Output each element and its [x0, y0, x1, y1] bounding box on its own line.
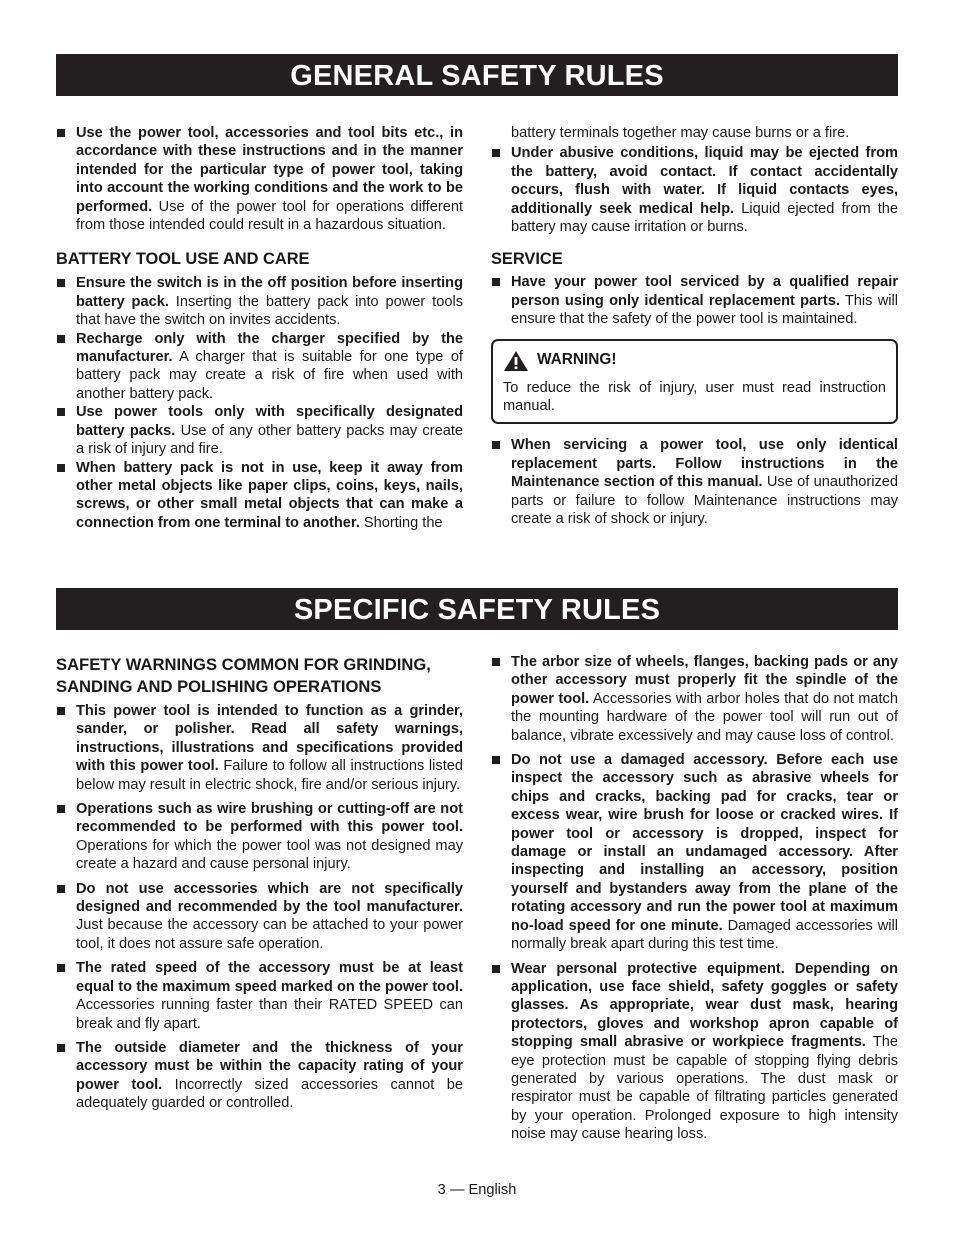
specific-left-column	[56, 654, 463, 1113]
grinding-heading: SAFETY WARNINGS COMMON FOR GRINDING, SANDING AND POLISHING OPERATIONS	[56, 655, 431, 696]
list-item: Under abusive conditions, liquid may be ejected from the battery, avoid contact. If contact accidentally occurs, flush with water. If liquid contacts eyes, additionally seek medical help. Liquid ejected from the battery may cause irritation or burns.	[491, 144, 898, 236]
list-item: The outside diameter and the thickness of your accessory must be within the capacity rating of your power tool. Incorrectly sized accessories cannot be adequately guarded or controlled.	[56, 1039, 463, 1113]
list-item: Do not use a damaged accessory. Before each use inspect the accessory such as abrasive wheels for chips and cracks, backing pad for cracks, tear or excess wear, wire brush for loose or cracked wires. If power tool or accessory is dropped, inspect for damage or install an undamaged accessory. After inspecting and installing an accessory, position yourself and bystanders away from the plane of the rotating accessory and run the power tool at maximum no-load speed for one minute. Damaged accessories will normally break apart during this test time.	[491, 751, 898, 953]
list-item: Wear personal protective equipment. Depending on application, use face shield, safety goggles or safety glasses. As appropriate, wear dust mask, hearing protectors, gloves and workshop apron capable of stopping small abrasive or workpiece fragments. The eye protection must be capable of stopping flying debris generated by various operations. The dust mask or respirator must be capable of filtrating particles generated by your operation. Prolonged exposure to high intensity noise may cause hearing loss.	[491, 960, 898, 1144]
specific-safety-rules-banner: SPECIFIC SAFETY RULES	[56, 588, 898, 630]
specific-right-column	[491, 653, 898, 1144]
list-item: Recharge only with the charger specified by the manufacturer. A charger that is suitable for one type of battery pack may create a risk of fire when used with another battery pack.	[56, 330, 463, 404]
list-item: When battery pack is not in use, keep it away from other metal objects like paper clips, coins, keys, nails, screws, or other small metal objects that can make a connection from one terminal to another. Shorting the	[56, 459, 463, 533]
general-left-column	[56, 124, 463, 532]
warning-triangle-icon	[503, 350, 529, 372]
general-safety-rules-banner: GENERAL SAFETY RULES	[56, 54, 898, 96]
battery-heading: BATTERY TOOL USE AND CARE	[56, 250, 310, 269]
list-item: Have your power tool serviced by a qualified repair person using only identical replacement parts. This will ensure that the safety of the power tool is maintained.	[491, 273, 898, 328]
list-item: Ensure the switch is in the off position before inserting battery pack. Inserting the battery pack into power tools that have the switch on invites accidents.	[56, 274, 463, 329]
list-item: The arbor size of wheels, flanges, backing pads or any other accessory must properly fit the spindle of the power tool. Accessories with arbor holes that do not match the mounting hardware of the power tool will run out of balance, vibrate excessively and may cause loss of control.	[491, 653, 898, 745]
warning-header	[503, 350, 886, 372]
list-item: Use power tools only with specifically designated battery packs. Use of any other battery packs may create a risk of injury and fire.	[56, 403, 463, 458]
continued-text: battery terminals together may cause burns or a fire.	[511, 125, 850, 141]
service-heading: SERVICE	[491, 250, 563, 269]
list-item: Use the power tool, accessories and tool bits etc., in accordance with these instructions and in the manner intended for the particular type of power tool, taking into account the working conditions and the work to be performed. Use of the power tool for operations different from those intended could result in a hazardous situation.	[56, 124, 463, 234]
list-item: Operations such as wire brushing or cutting-off are not recommended to be performed with this power tool. Operations for which the power tool was not designed may create a hazard and cause personal injury.	[56, 800, 463, 874]
warning-box	[491, 339, 898, 425]
list-item: Do not use accessories which are not specifically designed and recommended by the tool manufacturer. Just because the accessory can be attached to your power tool, it does not assure safe operation.	[56, 880, 463, 954]
page-footer: 3 — English	[437, 1182, 517, 1198]
general-right-column	[491, 124, 898, 529]
warning-text: To reduce the risk of injury, user must read instruction manual.	[503, 379, 886, 415]
warning-title: WARNING!	[537, 351, 617, 369]
list-item: This power tool is intended to function as a grinder, sander, or polisher. Read all safety warnings, instructions, illustrations and specifications provided with this power tool. Failure to follow all instructions listed below may result in electric shock, fire and/or serious injury.	[56, 702, 463, 794]
list-item: The rated speed of the accessory must be at least equal to the maximum speed marked on the power tool. Accessories running faster than their RATED SPEED can break and fly apart.	[56, 959, 463, 1033]
list-item: When servicing a power tool, use only identical replacement parts. Follow instructions in the Maintenance section of this manual. Use of unauthorized parts or failure to follow Maintenance instructions may create a risk of shock or injury.	[491, 436, 898, 528]
